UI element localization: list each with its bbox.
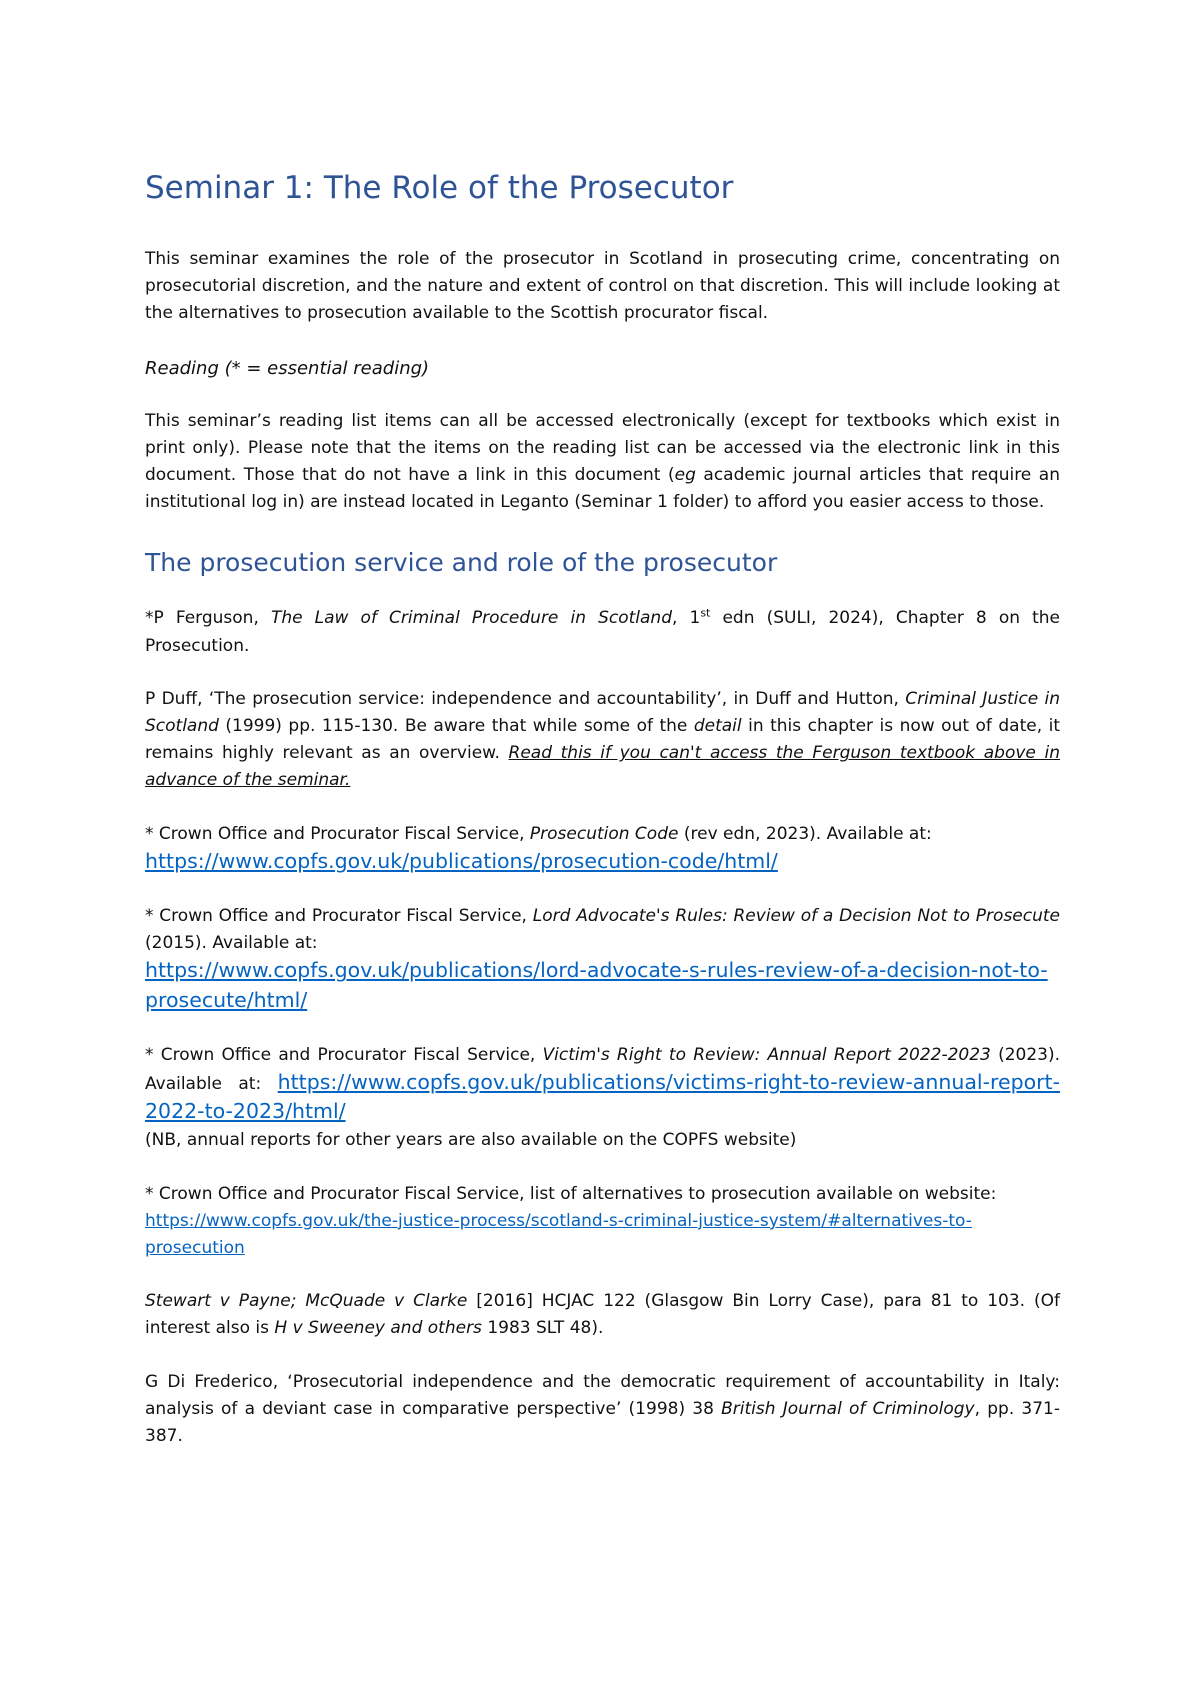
entry-prosecution-code (145, 821, 1060, 877)
ferguson-details: edn (SULI, 2024), Chapter 8 on the Prosecution. (145, 608, 1061, 656)
prosecution-code-link[interactable]: https://www.copfs.gov.uk/publications/prosecution-code/html/ (145, 848, 778, 873)
reading-access-paragraph (145, 408, 1060, 517)
entry-di-frederico (145, 1369, 1060, 1451)
victims-title: Victim's Right to Review: Annual Report 2022-2023 (542, 1044, 991, 1065)
code-author: * Crown Office and Procurator Fiscal Service, (145, 823, 530, 844)
duff-overview: in this chapter is now out of date, it remains highly relevant as an overview. (145, 716, 1060, 764)
rules-details: (2015). Available at: (145, 933, 318, 954)
ferguson-author: *P Ferguson, (145, 608, 271, 629)
code-title: Prosecution Code (529, 823, 679, 844)
alternatives-text: * Crown Office and Procurator Fiscal Service, list of alternatives to prosecution available on website: (145, 1183, 997, 1204)
entry-duff (145, 686, 1060, 795)
alternatives-link[interactable]: https://www.copfs.gov.uk/the-justice-process/scotland-s-criminal-justice-system/#alternatives-to-prosecution (145, 1210, 972, 1259)
reading-eg: eg (674, 465, 696, 486)
sweeney-case: H v Sweeney and others (274, 1318, 482, 1339)
page-title: Seminar 1: The Role of the Prosecutor (145, 170, 734, 206)
reading-heading: Reading (* = essential reading) (145, 357, 430, 379)
sweeney-citation: 1983 SLT 48). (481, 1318, 604, 1339)
section-heading: The prosecution service and role of the prosecutor (145, 548, 778, 578)
victims-details: (2023). Available at: (145, 1044, 1061, 1095)
entry-stewart (145, 1288, 1060, 1342)
difrederico-article: G Di Frederico, ‘Prosecutorial independence and the democratic requirement of accountability in Italy: analysis of a deviant case in comparative perspective’ (1998) 38 (145, 1371, 1060, 1419)
lord-advocate-rules-link[interactable]: https://www.copfs.gov.uk/publications/lord-advocate-s-rules-review-of-a-decision-not-to-prosecute/html/ (145, 958, 1048, 1012)
entry-ferguson (145, 605, 1060, 659)
stewart-details: [2016] HCJAC 122 (Glasgow Bin Lorry Case), para 81 to 103. (Of interest also is (145, 1291, 1060, 1339)
stewart-case: Stewart v Payne; McQuade v Clarke (145, 1291, 468, 1312)
code-details: (rev edn, 2023). Available at: (678, 823, 932, 844)
ferguson-sup: st (700, 606, 711, 620)
rules-title: Lord Advocate's Rules: Review of a Decision Not to Prosecute (532, 906, 1061, 927)
duff-title: Criminal Justice in Scotland (145, 688, 1060, 737)
entry-lord-advocate-rules (145, 903, 1060, 1016)
reading-text-part1: This seminar’s reading list items can all be accessed electronically (except for textbooks which exist in print only). Please note that the items on the reading list can be accessed via the electronic link in this document. Those that do not have a link in this document ( (145, 410, 1060, 486)
difrederico-pages: , pp. 371-387. (145, 1398, 1061, 1447)
victims-right-link[interactable]: https://www.copfs.gov.uk/publications/victims-right-to-review-annual-report-2022-to-2023/html/ (145, 1070, 1060, 1124)
rules-author: * Crown Office and Procurator Fiscal Service, (145, 906, 533, 927)
entry-victims-right (145, 1042, 1060, 1155)
intro-paragraph: This seminar examines the role of the prosecutor in Scotland in prosecuting crime, concentrating on prosecutorial discretion, and the nature and extent of control on that discretion. This will include looking at the alternatives to prosecution available to the Scottish procurator fiscal. (145, 249, 1060, 324)
duff-detail-word: detail (693, 716, 742, 737)
victims-note: (NB, annual reports for other years are also available on the COPFS website) (145, 1130, 797, 1151)
entry-alternatives (145, 1181, 1060, 1263)
victims-author: * Crown Office and Procurator Fiscal Service, (145, 1044, 543, 1065)
duff-note: Read this if you can't access the Ferguson textbook above in advance of the seminar. (145, 743, 1060, 791)
ferguson-edition: , 1 (672, 608, 701, 629)
reading-text-part2: academic journal articles that require an institutional log in) are instead located in Leganto (Seminar 1 folder) to afford you easier access to those. (145, 465, 1060, 513)
ferguson-title: The Law of Criminal Procedure in Scotland (270, 608, 672, 629)
duff-author: P Duff, ‘The prosecution service: independence and accountability’, in Duff and Hutton, (145, 688, 906, 709)
difrederico-journal: British Journal of Criminology (721, 1398, 975, 1419)
duff-details: (1999) pp. 115-130. Be aware that while some of the (218, 716, 694, 737)
